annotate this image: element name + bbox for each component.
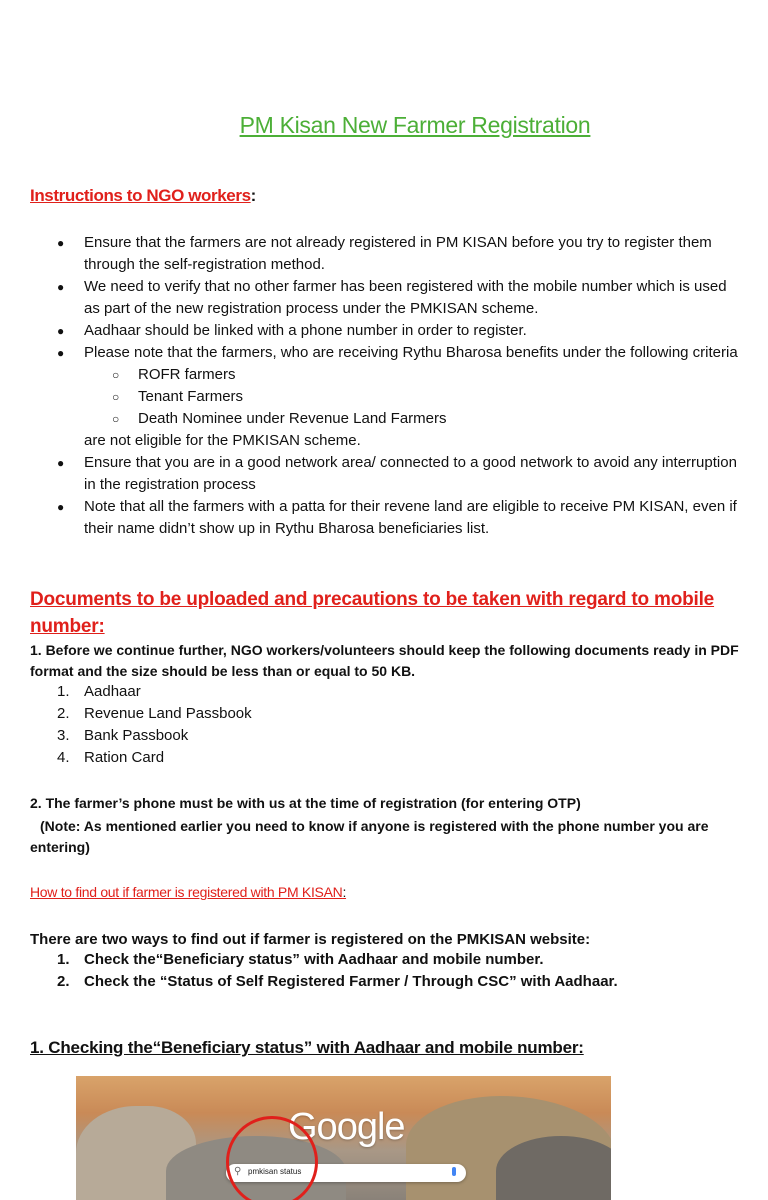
how-to-heading [30,884,346,900]
criteria-list [84,364,740,430]
list-item-criteria [30,342,740,452]
instructions-heading-text: Instructions to NGO workers [30,186,251,205]
google-search-screenshot [76,1076,611,1200]
search-icon: ⚲ [234,1166,242,1177]
document-item [30,703,252,725]
criteria-item: ○ Death Nominee under Revenue Land Farmers [84,408,740,430]
documents-list [30,681,252,769]
ways-list [30,949,618,993]
list-item: ● Ensure that the farmers are not already registered in PM KISAN before you try to register them through the self-registration method. [30,232,740,276]
highlight-circle [226,1116,318,1200]
document-item [30,725,252,747]
how-to-heading-text: How to find out if farmer is registered with PM KISAN [30,884,343,900]
document-item-number: 2. [57,705,70,722]
way-item-label: Check the “Status of Self Registered Farmer / Through CSC” with Aadhaar. [84,973,618,990]
microphone-icon[interactable] [452,1167,456,1176]
document-item-label: Revenue Land Passbook [84,705,252,722]
list-item: ● Note that all the farmers with a patta for their revene land are eligible to receive PM KISAN, even if their name didn’t show up in Rythu Bharosa beneficiaries list. [30,496,740,540]
document-item-number: 1. [57,683,70,700]
criteria-tail: are not eligible for the PMKISAN scheme. [84,432,361,449]
search-query: pmkisan status [248,1167,302,1176]
how-to-heading-colon: : [342,884,347,900]
document-item-label: Ration Card [84,749,165,766]
section-1-heading: 1. Checking the“Beneficiary status” with Aadhaar and mobile number: [30,1038,584,1057]
document-item-number: 3. [57,727,70,744]
list-item: ● Aadhaar should be linked with a phone number in order to register. [30,320,740,342]
instructions-list [30,232,740,540]
documents-heading: Documents to be uploaded and precautions to be taken with regard to mobile number: [30,589,715,637]
list-item: ● We need to verify that no other farmer has been registered with the mobile number which is used as part of the new registration process under the PMKISAN scheme. [30,276,740,320]
document-item-number: 4. [57,749,70,766]
document-item-label: Bank Passbook [84,727,189,744]
list-item: ● Ensure that you are in a good network area/ connected to a good network to avoid any interruption in the registration process [30,452,740,496]
google-logo: Google [288,1106,405,1148]
document-item [30,747,252,769]
criteria-item: ○ Tenant Farmers [84,386,740,408]
instructions-heading [30,186,256,206]
way-item-label: Check the“Beneficiary status” with Aadhaar and mobile number. [84,951,544,968]
documents-note: (Note: As mentioned earlier you need to know if anyone is registered with the phone number you are entering) [30,818,709,855]
criteria-intro: Please note that the farmers, who are receiving Rythu Bharosa benefits under the following criteria [84,344,738,361]
document-item-label: Aadhaar [84,683,141,700]
way-item [30,949,618,971]
instructions-heading-colon: : [250,186,256,205]
way-item-number: 1. [57,951,70,968]
document-item [30,681,252,703]
how-to-intro: There are two ways to find out if farmer is registered on the PMKISAN website: [30,931,591,948]
criteria-item: ○ ROFR farmers [84,364,740,386]
documents-point-1: 1. Before we continue further, NGO workers/volunteers should keep the following documents ready in PDF format and the size should be less than or equal to 50 KB. [30,642,739,679]
way-item [30,971,618,993]
way-item-number: 2. [57,973,70,990]
page-title: PM Kisan New Farmer Registration [239,112,591,138]
documents-point-2: 2. The farmer’s phone must be with us at the time of registration (for entering OTP) [30,795,581,811]
